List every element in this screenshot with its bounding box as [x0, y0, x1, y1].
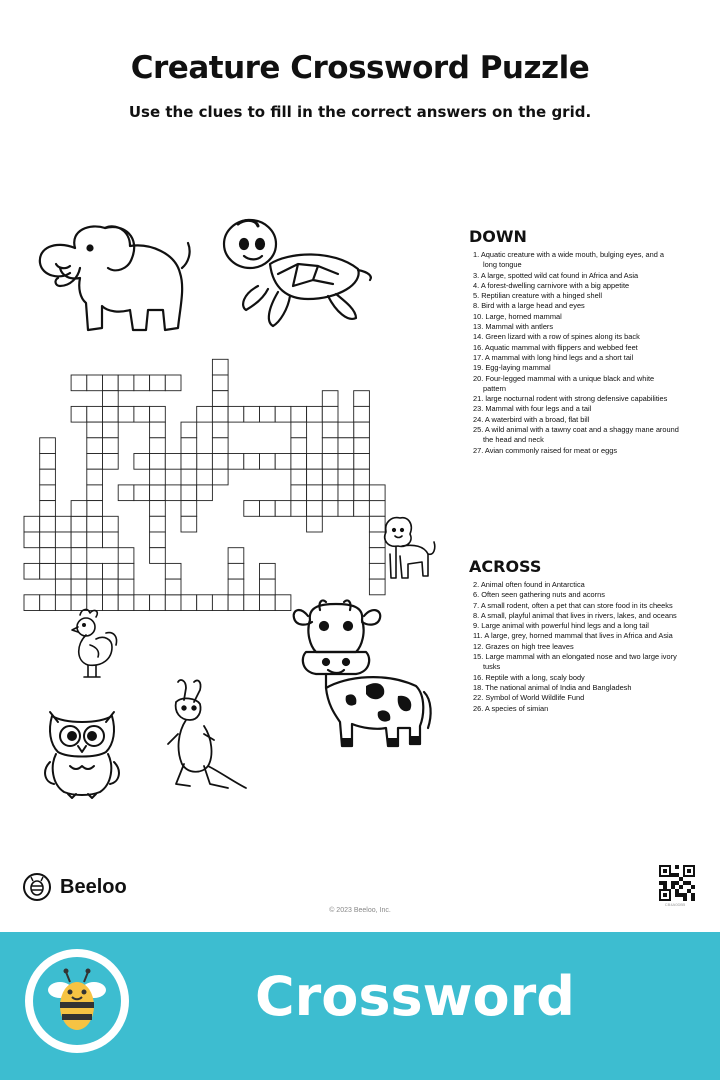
grid-cell[interactable]	[134, 406, 150, 422]
across-clue	[469, 642, 679, 652]
grid-cell[interactable]	[118, 406, 134, 422]
clue-number: 1.	[473, 250, 481, 259]
grid-cell[interactable]	[369, 485, 385, 501]
clue-number: 22.	[473, 693, 486, 703]
down-clue	[469, 343, 679, 353]
clue-text: Large animal with powerful hind legs and a long tail	[481, 621, 649, 631]
grid-cell[interactable]	[55, 516, 71, 532]
clue-number: 16.	[473, 672, 486, 682]
grid-cell[interactable]	[291, 501, 307, 517]
grid-cell[interactable]	[71, 563, 87, 579]
grid-cell[interactable]	[212, 406, 228, 422]
grid-cell[interactable]	[87, 375, 103, 391]
grid-cell[interactable]	[354, 438, 370, 454]
grid-cell[interactable]	[118, 485, 134, 501]
grid-cell[interactable]	[165, 485, 181, 501]
grid-cell[interactable]	[134, 595, 150, 611]
grid-cell[interactable]	[87, 485, 103, 501]
grid-cell[interactable]	[322, 469, 338, 485]
grid-cell[interactable]	[212, 391, 228, 407]
clue-number: 23.	[473, 404, 486, 414]
clue-number: 13.	[473, 322, 486, 332]
clue-text: A large, grey, horned mammal that lives in Africa and Asia	[484, 631, 673, 641]
grid-cell[interactable]	[87, 422, 103, 438]
grid-cell[interactable]	[260, 454, 276, 470]
grid-cell[interactable]	[40, 454, 56, 470]
grid-cell[interactable]	[244, 454, 260, 470]
grid-cell[interactable]	[244, 406, 260, 422]
grid-cell[interactable]	[103, 391, 119, 407]
grid-cell[interactable]	[103, 579, 119, 595]
grid-cell[interactable]	[40, 485, 56, 501]
clue-number: 12.	[473, 641, 486, 651]
grid-cell[interactable]	[87, 532, 103, 548]
grid-cell[interactable]	[71, 532, 87, 548]
grid-cell[interactable]	[40, 563, 56, 579]
grid-cell[interactable]	[181, 438, 197, 454]
clue-number: 25.	[473, 425, 485, 435]
clue-number: 19.	[473, 363, 486, 373]
grid-cell[interactable]	[354, 469, 370, 485]
down-clue	[469, 322, 679, 332]
clue-text: A wild animal with a tawny coat and a shaggy mane around the head and neck	[483, 425, 679, 445]
grid-cell[interactable]	[40, 516, 56, 532]
clue-number: 4.	[473, 280, 481, 290]
down-clues-section	[469, 227, 679, 456]
grid-cell[interactable]	[103, 422, 119, 438]
grid-cell[interactable]	[87, 438, 103, 454]
grid-cell[interactable]	[212, 359, 228, 375]
grid-cell[interactable]	[24, 595, 40, 611]
grid-cell[interactable]	[338, 485, 354, 501]
grid-cell[interactable]	[71, 406, 87, 422]
qr-caption: CB4A0DB5	[664, 902, 686, 907]
clue-text: Aquatic mammal with flippers and webbed feet	[484, 342, 638, 352]
grid-cell[interactable]	[260, 501, 276, 517]
grid-cell[interactable]	[71, 579, 87, 595]
clue-text: Green lizard with a row of spines along its back	[485, 332, 640, 342]
grid-cell[interactable]	[165, 375, 181, 391]
grid-cell[interactable]	[338, 454, 354, 470]
grid-cell[interactable]	[118, 563, 134, 579]
across-clue-list	[469, 580, 679, 714]
clue-number: 10.	[473, 311, 486, 321]
grid-cell[interactable]	[165, 579, 181, 595]
grid-cell[interactable]	[197, 485, 213, 501]
grid-cell[interactable]	[71, 516, 87, 532]
grid-cell[interactable]	[134, 485, 150, 501]
down-clue	[469, 404, 679, 414]
grid-cell[interactable]	[212, 422, 228, 438]
grid-cell[interactable]	[354, 485, 370, 501]
clue-number: 17.	[473, 352, 485, 362]
elephant-illustration	[30, 218, 200, 343]
grid-cell[interactable]	[260, 406, 276, 422]
lion-illustration	[378, 514, 440, 588]
grid-cell[interactable]	[71, 501, 87, 517]
clue-text: Mammal with four legs and a tail	[485, 404, 592, 414]
grid-cell[interactable]	[181, 516, 197, 532]
grid-cell[interactable]	[150, 532, 166, 548]
grid-cell[interactable]	[103, 532, 119, 548]
grid-cell[interactable]	[338, 501, 354, 517]
clue-number: 2.	[473, 580, 481, 589]
clue-text: Mammal with antlers	[485, 322, 554, 332]
clue-text: A small, playful animal that lives in rivers, lakes, and oceans	[480, 610, 677, 620]
clue-number: 26.	[473, 703, 485, 713]
down-clue	[469, 250, 679, 271]
grid-cell[interactable]	[87, 579, 103, 595]
grid-cell[interactable]	[354, 422, 370, 438]
grid-cell[interactable]	[354, 406, 370, 422]
grid-cell[interactable]	[244, 501, 260, 517]
brand-name: Beeloo	[60, 875, 127, 898]
down-clue	[469, 425, 679, 446]
across-clue	[469, 704, 679, 714]
across-clue	[469, 631, 679, 641]
across-clues-section	[469, 557, 679, 714]
grid-cell[interactable]	[228, 548, 244, 564]
grid-cell[interactable]	[150, 422, 166, 438]
grid-cell[interactable]	[212, 469, 228, 485]
grid-cell[interactable]	[181, 595, 197, 611]
grid-cell[interactable]	[71, 375, 87, 391]
qr-code[interactable]	[659, 865, 695, 901]
clue-number: 14.	[473, 332, 486, 342]
across-heading: ACROSS	[469, 557, 542, 576]
clue-number: 6.	[473, 590, 482, 600]
clue-number: 9.	[473, 621, 482, 631]
clue-number: 5.	[473, 291, 482, 301]
grid-cell[interactable]	[197, 595, 213, 611]
clue-number: 3.	[473, 270, 481, 280]
grid-cell[interactable]	[118, 375, 134, 391]
clue-number: 21.	[473, 394, 486, 404]
clue-text: Symbol of World Wildlife Fund	[485, 693, 585, 703]
grid-cell[interactable]	[228, 579, 244, 595]
clue-text: Reptilian creature with a hinged shell	[481, 291, 603, 301]
down-clue	[469, 291, 679, 301]
across-clue	[469, 590, 679, 600]
grid-cell[interactable]	[71, 548, 87, 564]
grid-cell[interactable]	[165, 454, 181, 470]
down-clue	[469, 374, 679, 395]
down-heading: DOWN	[469, 227, 527, 246]
clue-text: Aquatic creature with a wide mouth, bulging eyes, and a long tongue	[480, 250, 665, 270]
grid-cell[interactable]	[165, 563, 181, 579]
grid-cell[interactable]	[150, 548, 166, 564]
grid-cell[interactable]	[87, 516, 103, 532]
grid-cell[interactable]	[338, 422, 354, 438]
down-clue	[469, 271, 679, 281]
grid-cell[interactable]	[212, 438, 228, 454]
grid-cell[interactable]	[118, 548, 134, 564]
down-clue	[469, 281, 679, 291]
grid-cell[interactable]	[118, 595, 134, 611]
grid-cell[interactable]	[87, 469, 103, 485]
grid-cell[interactable]	[103, 454, 119, 470]
down-clue	[469, 353, 679, 363]
clue-text: A forest-dwelling carnivore with a big appetite	[480, 280, 630, 290]
page-title: Creature Crossword Puzzle	[130, 50, 590, 86]
grid-cell[interactable]	[150, 406, 166, 422]
clue-number: 24.	[473, 414, 485, 424]
grid-cell[interactable]	[322, 422, 338, 438]
grid-cell[interactable]	[197, 454, 213, 470]
grid-cell[interactable]	[103, 438, 119, 454]
clue-text: Grazes on high tree leaves	[485, 641, 574, 651]
grid-cell[interactable]	[87, 563, 103, 579]
grid-cell[interactable]	[55, 579, 71, 595]
grid-cell[interactable]	[150, 454, 166, 470]
grid-cell[interactable]	[87, 501, 103, 517]
clue-number: 8.	[473, 301, 482, 311]
grid-cell[interactable]	[307, 516, 323, 532]
across-clue	[469, 652, 679, 673]
down-clue	[469, 301, 679, 311]
grid-cell[interactable]	[40, 532, 56, 548]
grid-cell[interactable]	[150, 375, 166, 391]
grid-cell[interactable]	[244, 595, 260, 611]
clue-number: 27.	[473, 445, 485, 455]
grid-cell[interactable]	[103, 406, 119, 422]
down-clue	[469, 415, 679, 425]
grid-cell[interactable]	[354, 454, 370, 470]
clue-text: Avian commonly raised for meat or eggs	[484, 445, 618, 455]
turtle-illustration	[218, 214, 378, 334]
clue-text: Often seen gathering nuts and acorns	[481, 590, 605, 600]
grid-cell[interactable]	[307, 469, 323, 485]
grid-cell[interactable]	[322, 501, 338, 517]
clue-text: Animal often found in Antarctica	[480, 580, 585, 589]
down-clue	[469, 312, 679, 322]
clue-text: A species of simian	[484, 703, 549, 713]
grid-cell[interactable]	[181, 501, 197, 517]
grid-cell[interactable]	[322, 485, 338, 501]
rooster-illustration	[66, 605, 120, 683]
clue-number: 18.	[473, 682, 486, 692]
clue-text: Large, horned mammal	[485, 311, 562, 321]
grid-cell[interactable]	[307, 454, 323, 470]
clue-text: A waterbird with a broad, flat bill	[484, 414, 590, 424]
clue-number: 7.	[473, 600, 481, 610]
grid-cell[interactable]	[322, 454, 338, 470]
grid-cell[interactable]	[291, 485, 307, 501]
grid-cell[interactable]	[307, 501, 323, 517]
bee-icon	[22, 872, 52, 902]
grid-cell[interactable]	[150, 438, 166, 454]
grid-cell[interactable]	[181, 422, 197, 438]
across-clue	[469, 683, 679, 693]
grid-cell[interactable]	[260, 563, 276, 579]
grid-cell[interactable]	[40, 501, 56, 517]
grid-cell[interactable]	[165, 595, 181, 611]
down-clue	[469, 363, 679, 373]
grid-cell[interactable]	[338, 438, 354, 454]
grid-cell[interactable]	[24, 563, 40, 579]
grid-cell[interactable]	[228, 563, 244, 579]
clue-number: 20.	[473, 373, 486, 383]
kangaroo-illustration	[158, 676, 250, 798]
grid-cell[interactable]	[55, 563, 71, 579]
grid-cell[interactable]	[291, 422, 307, 438]
clue-text: Large mammal with an elongated nose and two large ivory tusks	[483, 652, 677, 672]
clue-number: 8.	[473, 610, 481, 620]
cow-illustration	[286, 596, 438, 756]
copyright-text: © 2023 Beeloo, Inc.	[329, 907, 391, 914]
grid-cell[interactable]	[181, 454, 197, 470]
grid-cell[interactable]	[260, 579, 276, 595]
grid-cell[interactable]	[150, 501, 166, 517]
clue-text: The national animal of India and Bangladesh	[485, 682, 632, 692]
clue-text: A mammal with long hind legs and a short tail	[484, 352, 634, 362]
clue-number: 15.	[473, 652, 486, 662]
grid-cell[interactable]	[103, 516, 119, 532]
down-clue-list	[469, 250, 679, 456]
across-clue	[469, 580, 679, 590]
clue-text: Bird with a large head and eyes	[481, 301, 585, 311]
grid-cell[interactable]	[118, 579, 134, 595]
grid-cell[interactable]	[275, 501, 291, 517]
grid-cell[interactable]	[228, 454, 244, 470]
grid-cell[interactable]	[40, 469, 56, 485]
across-clue	[469, 673, 679, 683]
down-clue	[469, 394, 679, 404]
grid-cell[interactable]	[24, 532, 40, 548]
grid-cell[interactable]	[40, 548, 56, 564]
grid-cell[interactable]	[322, 438, 338, 454]
grid-cell[interactable]	[322, 406, 338, 422]
grid-cell[interactable]	[212, 595, 228, 611]
grid-cell[interactable]	[150, 469, 166, 485]
across-clue	[469, 611, 679, 621]
grid-cell[interactable]	[150, 485, 166, 501]
grid-cell[interactable]	[181, 485, 197, 501]
clue-text: Egg-laying mammal	[485, 363, 551, 373]
grid-cell[interactable]	[87, 406, 103, 422]
grid-cell[interactable]	[55, 532, 71, 548]
down-clue	[469, 446, 679, 456]
across-clue	[469, 601, 679, 611]
grid-cell[interactable]	[291, 469, 307, 485]
grid-cell[interactable]	[291, 454, 307, 470]
grid-cell[interactable]	[338, 469, 354, 485]
clue-number: 11.	[473, 631, 485, 641]
clue-text: large nocturnal rodent with strong defensive capabilities	[485, 394, 668, 404]
page-subtitle: Use the clues to fill in the correct answers on the grid.	[128, 103, 592, 121]
grid-cell[interactable]	[275, 406, 291, 422]
grid-cell[interactable]	[354, 391, 370, 407]
grid-cell[interactable]	[134, 375, 150, 391]
grid-cell[interactable]	[103, 563, 119, 579]
grid-cell[interactable]	[291, 406, 307, 422]
clue-text: Reptile with a long, scaly body	[485, 672, 585, 682]
grid-cell[interactable]	[275, 454, 291, 470]
owl-illustration	[38, 700, 126, 800]
grid-cell[interactable]	[40, 438, 56, 454]
grid-cell[interactable]	[307, 485, 323, 501]
down-clue	[469, 332, 679, 342]
grid-cell[interactable]	[228, 595, 244, 611]
grid-cell[interactable]	[181, 469, 197, 485]
grid-cell[interactable]	[40, 595, 56, 611]
grid-cell[interactable]	[354, 501, 370, 517]
across-clue	[469, 693, 679, 703]
clue-text: A small rodent, often a pet that can store food in its cheeks	[480, 600, 673, 610]
grid-cell[interactable]	[307, 406, 323, 422]
grid-cell[interactable]	[322, 391, 338, 407]
clue-number: 16.	[473, 342, 485, 352]
grid-cell[interactable]	[24, 516, 40, 532]
grid-cell[interactable]	[197, 406, 213, 422]
grid-cell[interactable]	[150, 595, 166, 611]
grid-cell[interactable]	[228, 406, 244, 422]
grid-cell[interactable]	[134, 454, 150, 470]
grid-cell[interactable]	[150, 516, 166, 532]
across-clue	[469, 621, 679, 631]
grid-cell[interactable]	[87, 454, 103, 470]
clue-text: A large, spotted wild cat found in Africa and Asia	[480, 270, 639, 280]
grid-cell[interactable]	[212, 375, 228, 391]
grid-cell[interactable]	[291, 438, 307, 454]
grid-cell[interactable]	[212, 454, 228, 470]
clue-text: Four-legged mammal with a unique black and white pattern	[483, 373, 655, 393]
beeloo-logo[interactable]	[22, 872, 127, 902]
grid-cell[interactable]	[103, 375, 119, 391]
bee-badge-icon	[22, 946, 132, 1056]
grid-cell[interactable]	[260, 595, 276, 611]
banner-label: Crossword	[255, 965, 575, 1028]
